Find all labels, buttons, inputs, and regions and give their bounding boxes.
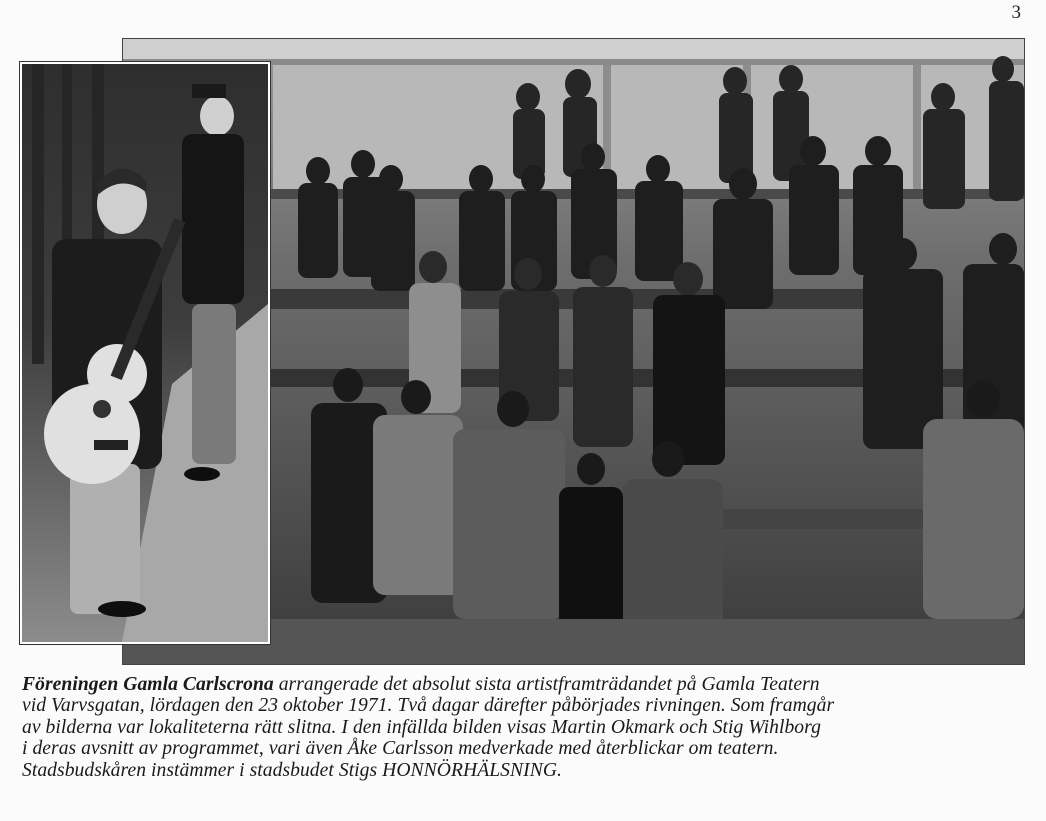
caption-line-3: av bilderna var lokaliteterna rätt slitna. I den infällda bilden visas Martin Okmark och Stig Wihlborg bbox=[22, 716, 821, 738]
caption-line-5: Stadsbudskåren instämmer i stadsbudet Stigs HONNÖRHÄLSNING. bbox=[22, 759, 562, 781]
caption-line-2: vid Varvsgatan, lördagen den 23 oktober 1971. Två dagar därefter påbörjades rivningen. Som framgår bbox=[22, 695, 835, 717]
caption-lead: Föreningen Gamla Carlscrona bbox=[22, 674, 274, 695]
page-number: 3 bbox=[1011, 2, 1021, 23]
caption-line-4: i deras avsnitt av programmet, vari även Åke Carlsson medverkade med återblickar om teatern. bbox=[22, 738, 779, 760]
photo-caption bbox=[22, 674, 1032, 781]
caption-line-1 bbox=[22, 674, 1032, 695]
performers-photo bbox=[20, 62, 270, 644]
caption-line-1-rest: arrangerade det absolut sista artistframträdandet på Gamla Teatern bbox=[273, 674, 820, 695]
performers-photo-icon bbox=[22, 64, 268, 642]
